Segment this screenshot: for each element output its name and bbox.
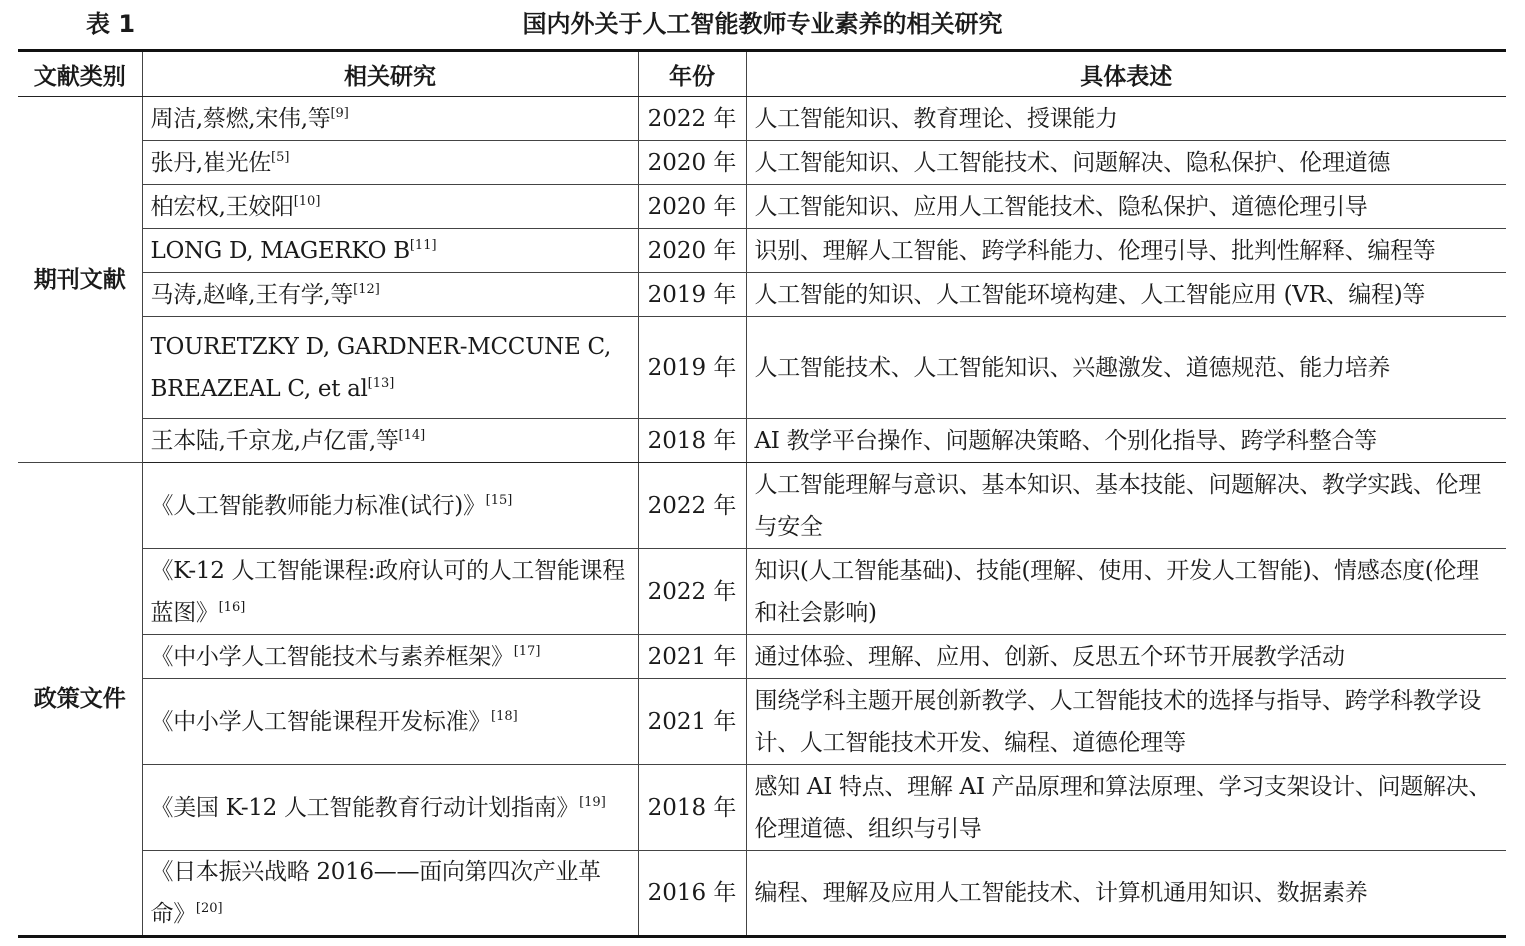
reference-marker: [20] xyxy=(195,901,223,916)
study-cell: LONG D, MAGERKO B[11] xyxy=(142,229,638,273)
description-cell: 编程、理解及应用人工智能技术、计算机通用知识、数据素养 xyxy=(746,851,1506,937)
description-cell: 人工智能的知识、人工智能环境构建、人工智能应用 (VR、编程)等 xyxy=(746,273,1506,317)
reference-marker: [10] xyxy=(293,193,321,209)
study-cell: 周洁,蔡燃,宋伟,等[9] xyxy=(142,97,638,141)
study-cell: 《中小学人工智能课程开发标准》[18] xyxy=(142,679,638,765)
reference-marker: [12] xyxy=(353,281,380,297)
category-journal: 期刊文献 xyxy=(18,97,142,463)
reference-marker: [15] xyxy=(485,492,513,508)
year-cell: 2021 年 xyxy=(638,635,746,679)
year-cell: 2020 年 xyxy=(638,229,746,273)
description-cell: 人工智能知识、教育理论、授课能力 xyxy=(746,97,1506,141)
study-cell: 马涛,赵峰,王有学,等[12] xyxy=(142,273,638,317)
study-cell: TOURETZKY D, GARDNER-MCCUNE C, BREAZEAL C, et al[13] xyxy=(142,317,638,419)
reference-marker: [5] xyxy=(271,149,290,165)
year-cell: 2022 年 xyxy=(638,97,746,141)
year-cell: 2018 年 xyxy=(638,765,746,851)
year-cell: 2022 年 xyxy=(638,463,746,549)
description-cell: 人工智能技术、人工智能知识、兴趣激发、道德规范、能力培养 xyxy=(746,317,1506,419)
year-cell: 2020 年 xyxy=(638,185,746,229)
table-row xyxy=(18,679,1506,765)
description-cell: 识别、理解人工智能、跨学科能力、伦理引导、批判性解释、编程等 xyxy=(746,229,1506,273)
table-row xyxy=(18,851,1506,937)
research-table xyxy=(18,49,1506,938)
reference-marker: [18] xyxy=(491,708,518,724)
description-cell: 围绕学科主题开展创新教学、人工智能技术的选择与指导、跨学科教学设计、人工智能技术开发、编程、道德伦理等 xyxy=(746,679,1506,765)
table-row xyxy=(18,229,1506,273)
study-cell: 《人工智能教师能力标准(试行)》[15] xyxy=(142,463,638,549)
table-row xyxy=(18,141,1506,185)
reference-marker: [9] xyxy=(330,105,349,121)
table-row xyxy=(18,765,1506,851)
header-description: 具体表述 xyxy=(746,51,1506,97)
description-cell: 人工智能理解与意识、基本知识、基本技能、问题解决、教学实践、伦理与安全 xyxy=(746,463,1506,549)
description-cell: 知识(人工智能基础)、技能(理解、使用、开发人工智能)、情感态度(伦理和社会影响) xyxy=(746,549,1506,635)
table-row xyxy=(18,185,1506,229)
table-title: 国内外关于人工智能教师专业素养的相关研究 xyxy=(522,10,1003,38)
category-policy: 政策文件 xyxy=(18,463,142,937)
description-cell: AI 教学平台操作、问题解决策略、个别化指导、跨学科整合等 xyxy=(746,419,1506,463)
table-row xyxy=(18,549,1506,635)
table-number: 表 1 xyxy=(86,10,136,38)
reference-marker: [19] xyxy=(579,794,606,810)
description-cell: 人工智能知识、人工智能技术、问题解决、隐私保护、伦理道德 xyxy=(746,141,1506,185)
table-row xyxy=(18,273,1506,317)
reference-marker: [13] xyxy=(367,375,395,391)
header-category: 文献类别 xyxy=(18,51,142,97)
year-cell: 2022 年 xyxy=(638,549,746,635)
table-row xyxy=(18,419,1506,463)
year-cell: 2021 年 xyxy=(638,679,746,765)
table-caption xyxy=(0,0,1525,46)
year-cell: 2019 年 xyxy=(638,317,746,419)
header-study: 相关研究 xyxy=(142,51,638,97)
header-year: 年份 xyxy=(638,51,746,97)
year-cell: 2018 年 xyxy=(638,419,746,463)
header-row xyxy=(18,51,1506,97)
description-cell: 感知 AI 特点、理解 AI 产品原理和算法原理、学习支架设计、问题解决、伦理道德、组织与引导 xyxy=(746,765,1506,851)
year-cell: 2016 年 xyxy=(638,851,746,937)
year-cell: 2019 年 xyxy=(638,273,746,317)
study-cell: 王本陆,千京龙,卢亿雷,等[14] xyxy=(142,419,638,463)
reference-marker: [11] xyxy=(409,237,437,253)
description-cell: 通过体验、理解、应用、创新、反思五个环节开展教学活动 xyxy=(746,635,1506,679)
table-row xyxy=(18,317,1506,419)
study-cell: 张丹,崔光佐[5] xyxy=(142,141,638,185)
reference-marker: [17] xyxy=(513,643,541,659)
year-cell: 2020 年 xyxy=(638,141,746,185)
description-cell: 人工智能知识、应用人工智能技术、隐私保护、道德伦理引导 xyxy=(746,185,1506,229)
table-row xyxy=(18,463,1506,549)
study-cell: 《日本振兴战略 2016——面向第四次产业革命》[20] xyxy=(142,851,638,937)
table-row xyxy=(18,97,1506,141)
study-cell: 《美国 K-12 人工智能教育行动计划指南》[19] xyxy=(142,765,638,851)
reference-marker: [14] xyxy=(398,427,426,443)
study-cell: 《K-12 人工智能课程:政府认可的人工智能课程蓝图》[16] xyxy=(142,549,638,635)
study-cell: 《中小学人工智能技术与素养框架》[17] xyxy=(142,635,638,679)
study-cell: 柏宏权,王姣阳[10] xyxy=(142,185,638,229)
reference-marker: [16] xyxy=(218,599,246,615)
table-row xyxy=(18,635,1506,679)
